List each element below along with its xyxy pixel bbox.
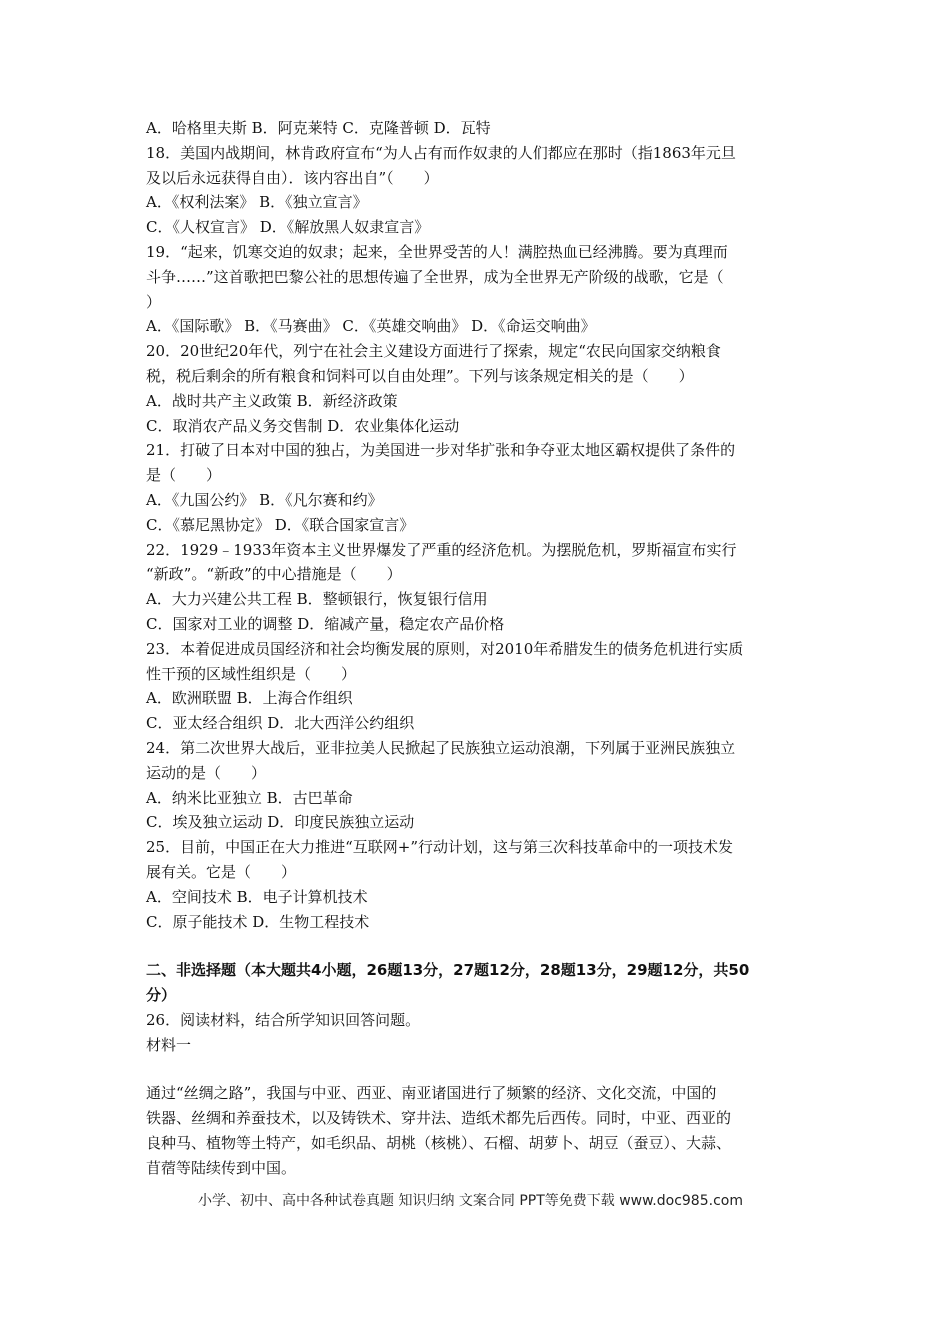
q20-stem: 20．20世纪20年代，列宁在社会主义建设方面进行了探索，规定“农民向国家交纳粮食 — [146, 342, 721, 361]
q25-stem-cont: 展有关。它是（ ） — [146, 862, 297, 881]
q18-stem: 18．美国内战期间，林肯政府宣布“为人占有而作奴隶的人们都应在那时（指1863年元旦 — [146, 143, 736, 162]
q24-stem-cont: 运动的是（ ） — [146, 763, 267, 782]
section-title: 二、非选择题（本大题共4小题，26题13分，27题12分，28题13分，29题12分，共50 — [146, 961, 750, 980]
q18-options: A．《权利法案》 B．《独立宣言》 — [146, 193, 368, 212]
q19-options: A．《国际歌》 B．《马赛曲》 C．《英雄交响曲》 D．《命运交响曲》 — [146, 317, 596, 336]
q24-options: A．纳米比亚独立 B．古巴革命 — [146, 788, 353, 807]
q24-options: C．埃及独立运动 D．印度民族独立运动 — [146, 813, 415, 832]
q21-options: C．《慕尼黑协定》 D．《联合国家宣言》 — [146, 515, 415, 534]
q22-stem: 22．1929﹣1933年资本主义世界爆发了严重的经济危机。为摆脱危机，罗斯福宣布实行 — [146, 540, 737, 559]
q17-options: A．哈格里夫斯 B．阿克莱特 C．克隆普顿 D．瓦特 — [146, 119, 491, 137]
q19-stem-cont: 斗争……”这首歌把巴黎公社的思想传遍了全世界，成为全世界无产阶级的战歌，它是（ — [146, 267, 724, 286]
q23-stem: 23．本着促进成员国经济和社会均衡发展的原则，对2010年希腊发生的债务危机进行实质 — [146, 639, 744, 658]
q25-options: C．原子能技术 D．生物工程技术 — [146, 912, 370, 931]
material-text: 铁器、丝绸和养蚕技术，以及铸铁术、穿井法、造纸术都先后西传。同时，中亚、西亚的 — [146, 1109, 732, 1128]
q19-stem-cont: ） — [146, 292, 162, 311]
q20-options: A．战时共产主义政策 B．新经济政策 — [146, 391, 398, 410]
q23-options: C．亚太经合组织 D．北大西洋公约组织 — [146, 714, 415, 733]
q21-stem-cont: 是（ ） — [146, 466, 222, 485]
q22-options: A．大力兴建公共工程 B．整顿银行，恢复银行信用 — [146, 590, 488, 609]
q23-options: A．欧洲联盟 B．上海合作组织 — [146, 689, 353, 708]
q23-stem-cont: 性干预的区域性组织是（ ） — [146, 664, 357, 683]
q25-stem: 25．目前，中国正在大力推进“互联网+”行动计划，这与第三次科技革命中的一项技术发 — [146, 838, 733, 857]
exam-content — [146, 116, 810, 1181]
material-text: 良种马、植物等土特产，如毛织品、胡桃（核桃）、石榴、胡萝卜、胡豆（蚕豆）、大蒜、 — [146, 1134, 732, 1153]
q20-options: C．取消农产品义务交售制 D．农业集体化运动 — [146, 416, 460, 435]
q25-options: A．空间技术 B．电子计算机技术 — [146, 887, 368, 906]
q18-stem-cont: 及以后永远获得自由）．该内容出自”（ ） — [146, 168, 439, 187]
q21-stem: 21．打破了日本对中国的独占，为美国进一步对华扩张和争夺亚太地区霸权提供了条件的 — [146, 441, 736, 460]
material-text: 通过“丝绸之路”，我国与中亚、西亚、南亚诸国进行了频繁的经济、文化交流，中国的 — [146, 1084, 717, 1103]
footer-watermark: 小学、初中、高中各种试卷真题 知识归纳 文案合同 PPT等免费下载 www.doc985.com — [198, 1193, 743, 1209]
q26-stem: 26．阅读材料，结合所学知识回答问题。 — [146, 1010, 421, 1029]
q22-stem-cont: “新政”。“新政”的中心措施是（ ） — [146, 565, 402, 584]
material-text: 苜蓿等陆续传到中国。 — [146, 1158, 297, 1177]
material-label: 材料一 — [146, 1035, 192, 1054]
q22-options: C．国家对工业的调整 D．缩减产量，稳定农产品价格 — [146, 614, 505, 633]
q19-stem: 19．“起来，饥寒交迫的奴隶；起来，全世界受苦的人！满腔热血已经沸腾。要为真理而 — [146, 242, 728, 261]
q20-stem-cont: 税，税后剩余的所有粮食和饲料可以自由处理”。下列与该条规定相关的是（ ） — [146, 366, 694, 385]
q21-options: A．《九国公约》 B．《凡尔赛和约》 — [146, 490, 383, 509]
section-title-cont: 分） — [146, 986, 177, 1005]
q24-stem: 24．第二次世界大战后，亚非拉美人民掀起了民族独立运动浪潮，下列属于亚洲民族独立 — [146, 738, 736, 757]
q18-options: C．《人权宣言》 D．《解放黑人奴隶宣言》 — [146, 218, 430, 237]
